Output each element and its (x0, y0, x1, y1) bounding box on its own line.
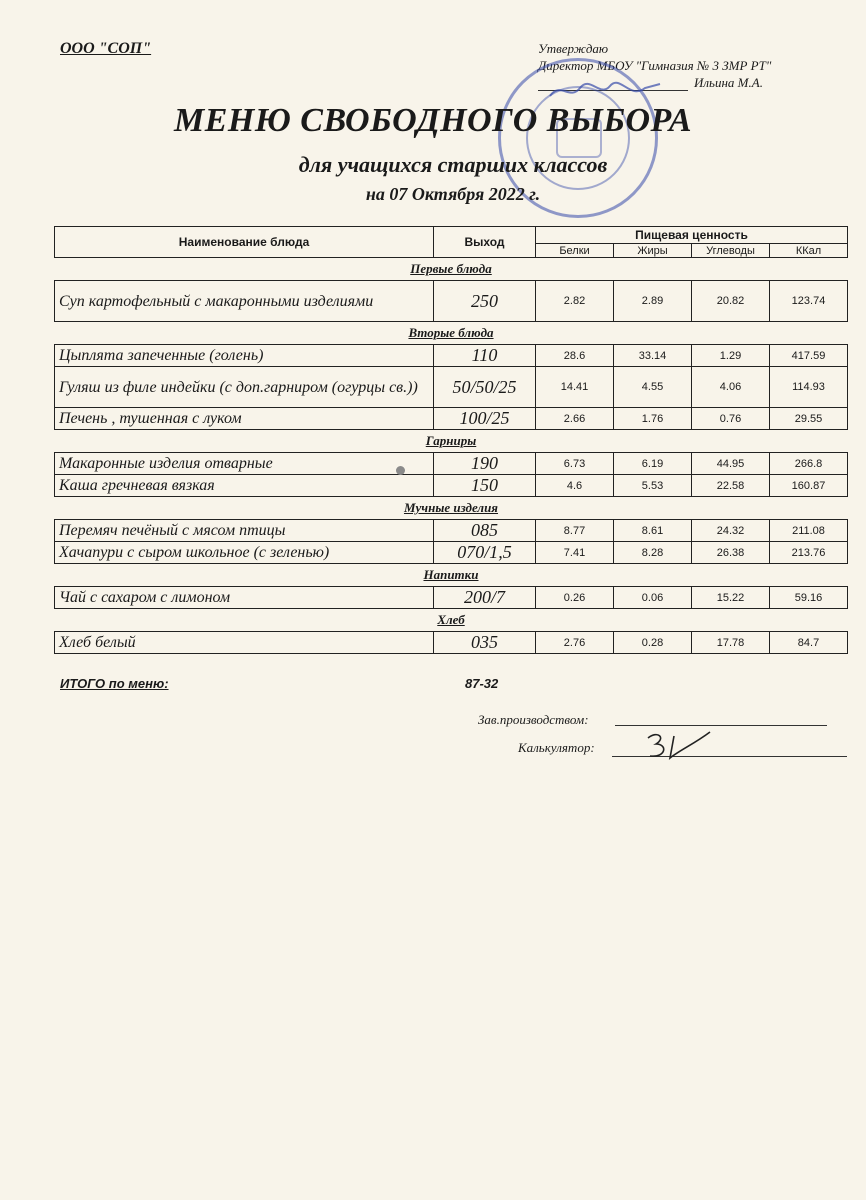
dish-fat: 33.14 (614, 345, 692, 367)
dish-name: Чай с сахаром с лимоном (55, 587, 434, 609)
total-label: ИТОГО по меню: (60, 676, 169, 691)
dish-output: 190 (434, 453, 536, 475)
page-title: МЕНЮ СВОБОДНОГО ВЫБОРА (174, 102, 692, 139)
header-nutrition: Пищевая ценность (536, 227, 848, 244)
dish-protein: 2.66 (536, 408, 614, 430)
calculator-label: Калькулятор: (518, 740, 595, 755)
dish-kcal: 160.87 (770, 475, 848, 497)
organization-name: ООО "СОП" (60, 40, 152, 57)
table-row (55, 367, 848, 408)
section-title: Напитки (423, 567, 479, 582)
menu-date: на 07 Октября 2022 г. (365, 184, 541, 204)
dish-output: 100/25 (434, 408, 536, 430)
menu-table (54, 226, 848, 654)
section-title: Вторые блюда (408, 325, 494, 340)
dish-fat: 4.55 (614, 367, 692, 408)
dish-fat: 1.76 (614, 408, 692, 430)
header-carbs: Углеводы (692, 244, 770, 258)
table-row (55, 453, 848, 475)
dish-carbs: 24.32 (692, 520, 770, 542)
dish-kcal: 266.8 (770, 453, 848, 475)
dish-output: 035 (434, 632, 536, 654)
dish-kcal: 84.7 (770, 632, 848, 654)
dish-output: 50/50/25 (434, 367, 536, 408)
dish-carbs: 26.38 (692, 542, 770, 564)
header-kcal: ККал (770, 244, 848, 258)
dish-kcal: 123.74 (770, 281, 848, 322)
table-row (55, 345, 848, 367)
director-name: Ильина М.А. (694, 75, 763, 90)
dish-fat: 0.06 (614, 587, 692, 609)
dish-fat: 5.53 (614, 475, 692, 497)
dish-name: Макаронные изделия отварные (55, 453, 434, 475)
dish-name: Гуляш из филе индейки (с доп.гарниром (огурцы св.)) (55, 367, 434, 408)
header-fat: Жиры (614, 244, 692, 258)
dish-protein: 4.6 (536, 475, 614, 497)
dish-fat: 6.19 (614, 453, 692, 475)
dish-fat: 8.61 (614, 520, 692, 542)
dish-name: Хачапури с сыром школьное (с зеленью) (55, 542, 434, 564)
table-row (55, 475, 848, 497)
dish-carbs: 4.06 (692, 367, 770, 408)
section-title: Хлеб (437, 612, 465, 627)
dish-kcal: 114.93 (770, 367, 848, 408)
header-protein: Белки (536, 244, 614, 258)
dish-carbs: 1.29 (692, 345, 770, 367)
production-manager-signature-line (615, 725, 827, 726)
dish-protein: 14.41 (536, 367, 614, 408)
calculator-signature-icon (640, 728, 720, 764)
dish-output: 200/7 (434, 587, 536, 609)
section-title: Мучные изделия (403, 500, 499, 515)
dish-output: 070/1,5 (434, 542, 536, 564)
dish-carbs: 0.76 (692, 408, 770, 430)
dish-output: 250 (434, 281, 536, 322)
dish-name: Суп картофельный с макаронными изделиями (55, 281, 434, 322)
table-row (55, 520, 848, 542)
dish-fat: 0.28 (614, 632, 692, 654)
approval-position: Директор МБОУ "Гимназия № 3 ЗМР РТ" (538, 58, 772, 73)
dish-carbs: 17.78 (692, 632, 770, 654)
dish-kcal: 417.59 (770, 345, 848, 367)
header-dish-name: Наименование блюда (55, 227, 434, 258)
dish-name: Печень , тушенная с луком (55, 408, 434, 430)
dish-output: 150 (434, 475, 536, 497)
dish-output: 085 (434, 520, 536, 542)
dish-protein: 2.82 (536, 281, 614, 322)
dish-kcal: 213.76 (770, 542, 848, 564)
dish-kcal: 29.55 (770, 408, 848, 430)
dish-name: Перемяч печёный с мясом птицы (55, 520, 434, 542)
dish-protein: 7.41 (536, 542, 614, 564)
dish-protein: 2.76 (536, 632, 614, 654)
dish-carbs: 15.22 (692, 587, 770, 609)
page-subtitle: для учащихся старших классов (298, 152, 608, 177)
dish-carbs: 20.82 (692, 281, 770, 322)
dish-name: Цыплята запеченные (голень) (55, 345, 434, 367)
table-row (55, 281, 848, 322)
approval-title: Утверждаю (538, 41, 609, 56)
dish-protein: 28.6 (536, 345, 614, 367)
section-title: Первые блюда (410, 261, 492, 276)
table-row (55, 542, 848, 564)
dish-kcal: 211.08 (770, 520, 848, 542)
table-row (55, 587, 848, 609)
dish-carbs: 44.95 (692, 453, 770, 475)
dish-name: Хлеб белый (55, 632, 434, 654)
section-title: Гарниры (425, 433, 477, 448)
dish-kcal: 59.16 (770, 587, 848, 609)
header-output: Выход (434, 227, 536, 258)
dish-protein: 8.77 (536, 520, 614, 542)
dish-carbs: 22.58 (692, 475, 770, 497)
table-row (55, 632, 848, 654)
table-row (55, 408, 848, 430)
ink-dot (396, 466, 405, 475)
dish-protein: 6.73 (536, 453, 614, 475)
production-manager-label: Зав.производством: (478, 712, 589, 727)
dish-fat: 8.28 (614, 542, 692, 564)
dish-fat: 2.89 (614, 281, 692, 322)
dish-protein: 0.26 (536, 587, 614, 609)
dish-name: Каша гречневая вязкая (55, 475, 434, 497)
total-value: 87-32 (465, 676, 499, 691)
dish-output: 110 (434, 345, 536, 367)
